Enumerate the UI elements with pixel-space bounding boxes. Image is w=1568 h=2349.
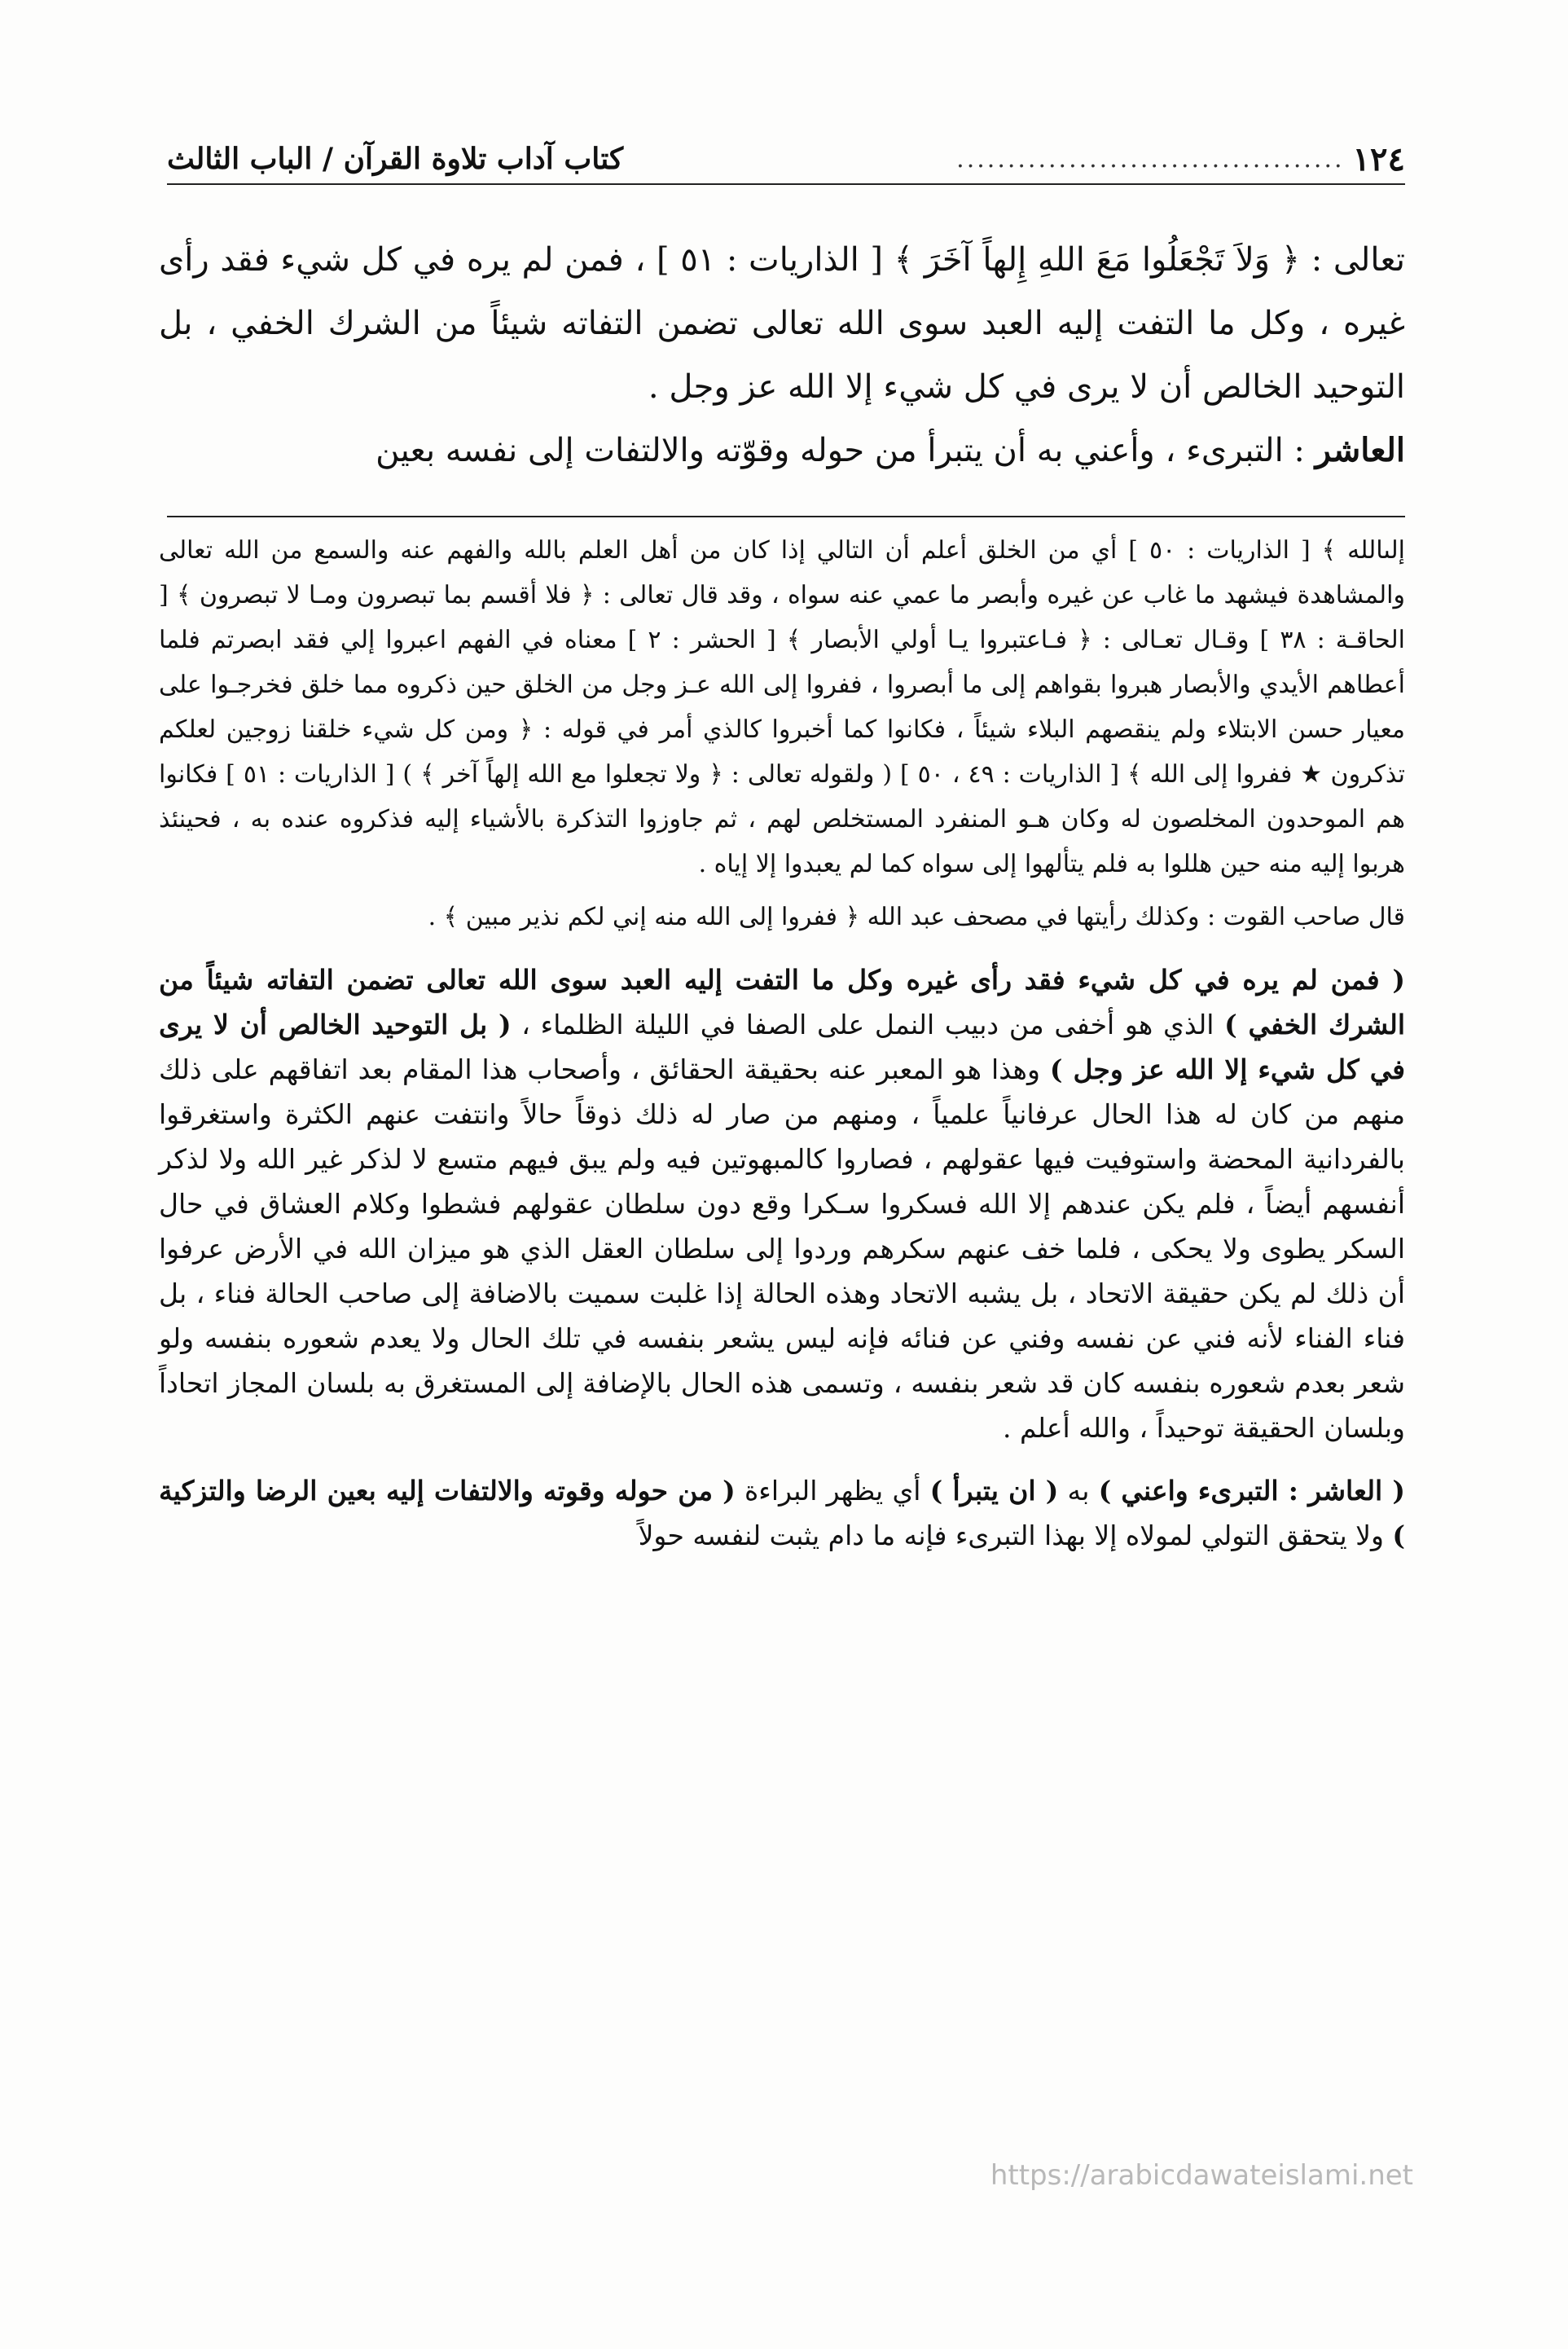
- main-paragraph-2: [159, 419, 1405, 482]
- header-leader-dots: ......................................: [956, 144, 1345, 174]
- commentary-paragraph-1: إلىالله ﴾ [ الذاريات : ٥٠ ] أي من الخلق أعلم أن التالي إذا كان من أهل العلم بالله والفهم عنه والسمع من الله تعالى والمشاهدة فيشهد ما غاب عن غيره وأبصر ما عمي عنه سواه ، وقد قال تعالى : ﴿ فلا أقسم بما تبصرون ومـا لا تبصرون ﴾ [ الحاقـة : ٣٨ ] وقـال تعـالى : ﴿ فـاعتبروا يـا أولي الأبصار ﴾ [ الحشر : ٢ ] معناه في الفهم اعبروا إلي فقد ابصرتم فلما أعطاهم الأيدي والأبصار هبروا بقواهم إلى ما أبصروا ، ففروا إلى الله عـز وجل من الخلق حين ذكروه مما خلق فخرجـوا على معيار حسن الابتلاء ولم ينقصهم البلاء شيئاً ، فكانوا كما أخبروا كالذي أمر في قوله : ﴿ ومن كل شيء خلقنا زوجين لعلكم تذكرون ★ ففروا إلى الله ﴾ [ الذاريات : ٤٩ ، ٥٠ ] ( ولقوله تعالى : ﴿ ولا تجعلوا مع الله إلهاً آخر ﴾ ) [ الذاريات : ٥١ ] فكانوا هم الموحدون المخلصون له وكان هـو المنفرد المستخلص لهم ، ثم جاوزوا التذكرة بالأشياء إليه فذكروه عنده به ، فحينئذ هربوا إليه منه حين هللوا به فلم يتألهوا إلى سواه كما لم يعبدوا إلا إياه .: [159, 536, 1406, 878]
- commentary-paragraph-4: [159, 1468, 1405, 1558]
- commentary-text-5: ولا يتحقق التولي لمولاه إلا بهذا التبرىء فإنه ما دام يثبت لنفسه حولاً: [638, 1520, 1393, 1551]
- chapter-title: الباب الثالث: [167, 142, 313, 176]
- commentary-text-3: به: [1058, 1475, 1099, 1507]
- header-separator: /: [312, 142, 344, 176]
- commentary-paragraph-3: [159, 957, 1405, 1450]
- commentary-quote-2: ( بل التوحيد الخالص أن لا يرى في كل شيء إلا الله عز وجل ): [159, 1009, 1405, 1085]
- commentary: [159, 528, 1405, 1558]
- main-paragraph-2-text: : التبرىء ، وأعني به أن يتبرأ من حوله وقوّته والالتفات إلى نفسه بعين: [376, 432, 1315, 469]
- page-number: ١٢٤: [1352, 139, 1405, 178]
- commentary-text-2: وهذا هو المعبر عنه بحقيقة الحقائق ، وأصحاب هذا المقام بعد اتفاقهم على ذلك منهم من كان له هذا الحال عرفانياً علمياً ، ومنهم من صار له ذلك ذوقاً حالاً وانتفت عنهم الكثرة واستغرقوا بالفردانية المحضة واستوفيت فيها عقولهم ، فصاروا كالمبهوتين فيه ولم يبق فيهم متسع لا لذكر غير الله ولا لذكر أنفسهم أيضاً ، فلم يكن عندهم إلا الله فسكروا سـكرا وقع دون سلطان عقولهم فشطوا وكلام العشاق في حال السكر يطوى ولا يحكى ، فلما خف عنهم سكرهم وردوا إلى سلطان العقل الذي هو ميزان الله في الأرض عرفوا أن ذلك لم يكن حقيقة الاتحاد ، بل يشبه الاتحاد وهذه الحالة إذا غلبت سميت بالاضافة إلى صاحب الحالة فناء ، بل فناء الفناء لأنه فني عن نفسه وفني عن فنائه فإنه ليس يشعر بنفسه في تلك الحال ولا يعدم شعوره بنفسه ولو شعر بعدم شعوره بنفسه كان قد شعر بنفسه ، وتسمى هذه الحال بالإضافة إلى المستغرق به بلسان المجاز اتحاداً وبلسان الحقيقة توحيداً ، والله أعلم .: [159, 1054, 1405, 1444]
- section-divider: [167, 516, 1405, 517]
- commentary-paragraph-2: قال صاحب القوت : وكذلك رأيتها في مصحف عبد الله ﴿ ففروا إلى الله منه إني لكم نذير مبين ﴾ .: [428, 903, 1405, 931]
- commentary-text-4: أي يظهر البراءة: [735, 1475, 930, 1507]
- main-paragraph-1: تعالى : ﴿ وَلاَ تَجْعَلُوا مَعَ اللهِ إِلهاً آخَرَ ﴾ [ الذاريات : ٥١ ] ، فمن لم يره في كل شيء فقد رأى غيره ، وكل ما التفت إليه العبد سوى الله تعالى تضمن التفاته شيئاً من الشرك الخفي ، بل التوحيد الخالص أن لا يرى في كل شيء إلا الله عز وجل .: [159, 241, 1405, 406]
- watermark-url: https://arabicdawateislami.net: [990, 2159, 1413, 2192]
- commentary-quote-4: ( ان يتبرأ ): [929, 1475, 1059, 1507]
- header-title-block: [167, 142, 623, 176]
- commentary-quote-1: ( فمن لم يره في كل شيء فقد رأى غيره وكل ما التفت إليه العبد سوى الله تعالى تضمن التفاته شيئاً من الشرك الخفي ): [159, 964, 1406, 1040]
- running-header: [167, 134, 1405, 185]
- main-paragraph-2-lead: العاشر: [1315, 431, 1405, 469]
- commentary-text-1: الذي هو أخفى من دبيب النمل على الصفا في الليلة الظلماء ،: [511, 1009, 1225, 1040]
- commentary-quote-3: ( العاشر : التبرىء واعني ): [1098, 1475, 1406, 1507]
- header-page-info: [956, 140, 1405, 178]
- commentary-quote-5: ( من حوله وقوته والالتفات إليه بعين الرضا والتزكية ): [159, 1475, 1405, 1551]
- main-text: [159, 228, 1405, 482]
- book-title: كتاب آداب تلاوة القرآن: [343, 142, 624, 176]
